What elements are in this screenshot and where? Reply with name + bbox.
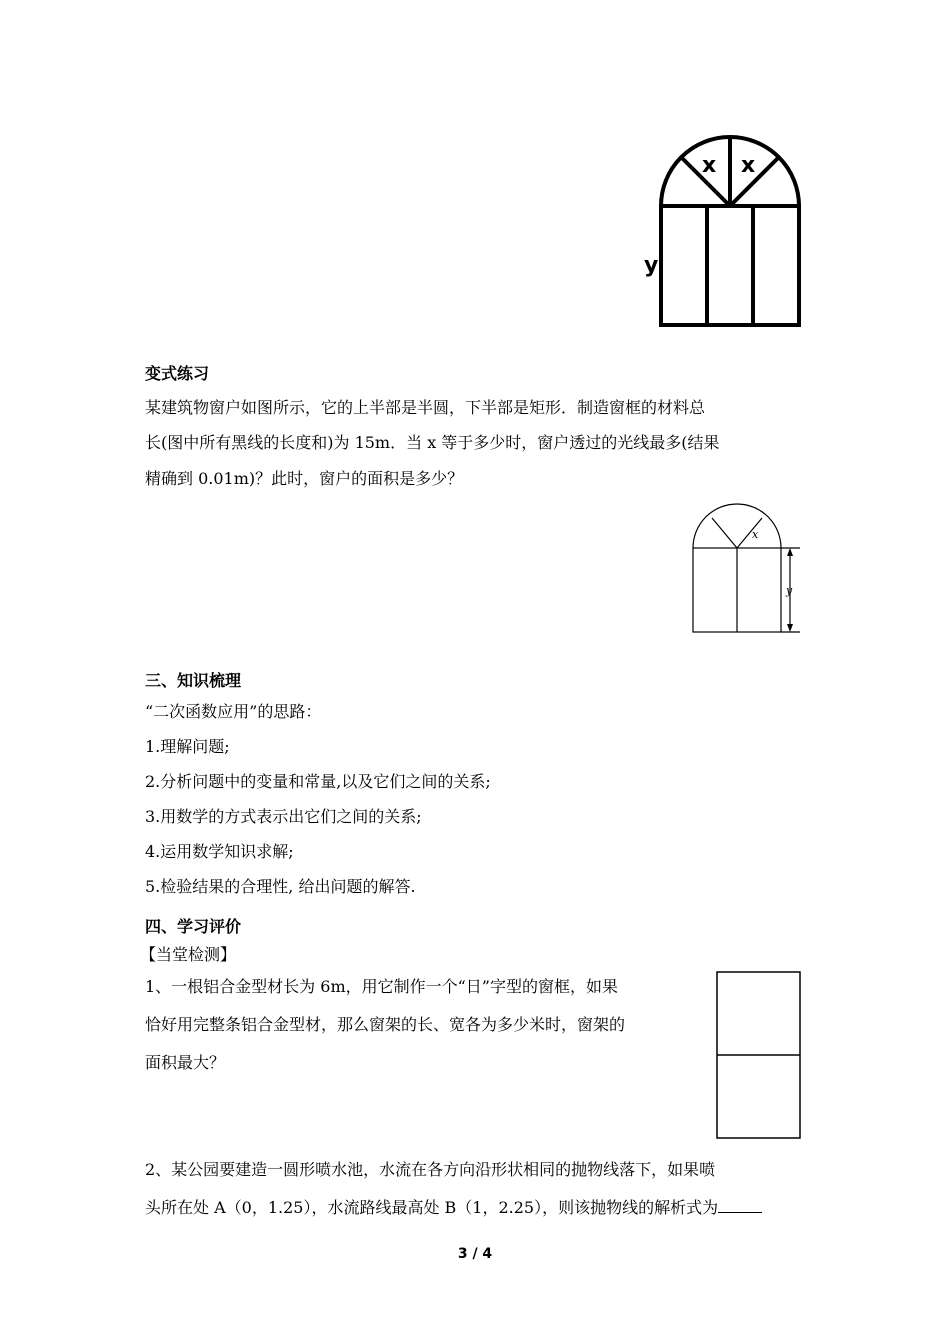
- fig2-x-label: x: [752, 528, 759, 541]
- section3-step-4: 4.运用数学知识求解;: [145, 842, 294, 861]
- fig1-x-label-left: x: [702, 153, 717, 178]
- fig2-y-label: y: [786, 584, 793, 597]
- section3-step-2: 2.分析问题中的变量和常量,以及它们之间的关系;: [145, 772, 491, 791]
- section4-heading: 四、学习评价: [145, 917, 242, 936]
- section3-intro: “二次函数应用”的思路：: [145, 702, 322, 721]
- q1-line-1: 1、一根铝合金型材长为 6m，用它制作一个“日”字型的窗框，如果: [145, 977, 618, 996]
- section3-heading: 三、知识梳理: [145, 671, 242, 690]
- page-number: 3 / 4: [457, 1246, 493, 1262]
- section3-step-1: 1.理解问题;: [145, 737, 230, 756]
- q1-line-3: 面积最大？: [145, 1053, 226, 1072]
- section3-step-3: 3.用数学的方式表示出它们之间的关系;: [145, 807, 422, 826]
- q2-line-2: 头所在处 A（0，1.25），水流路线最高处 B（1，2.25），则该抛物线的解析式为: [145, 1198, 719, 1217]
- q1-line-2: 恰好用完整条铝合金型材，那么窗架的长、宽各为多少米时，窗架的: [145, 1015, 626, 1034]
- q2-line-1: 2、某公园要建造一圆形喷水池，水流在各方向沿形状相同的抛物线落下，如果喷: [145, 1160, 716, 1179]
- fig1-y-label: y: [644, 253, 659, 278]
- section3-step-5: 5.检验结果的合理性, 给出问题的解答.: [145, 877, 416, 896]
- section4-subheading: 【当堂检测】: [140, 945, 237, 964]
- fig1-x-label-right: x: [741, 153, 756, 178]
- q2-line-2-row: [145, 1196, 762, 1218]
- variant-line-1: 某建筑物窗户如图所示，它的上半部是半圆，下半部是矩形．制造窗框的材料总: [145, 398, 706, 417]
- variant-line-3: 精确到 0.01m)？此时，窗户的面积是多少？: [145, 469, 464, 488]
- variant-heading: 变式练习: [145, 364, 210, 383]
- answer-blank[interactable]: [718, 1196, 762, 1213]
- variant-line-2: 长(图中所有黑线的长度和)为 15m．当 x 等于多少时，窗户透过的光线最多(结果: [145, 433, 720, 452]
